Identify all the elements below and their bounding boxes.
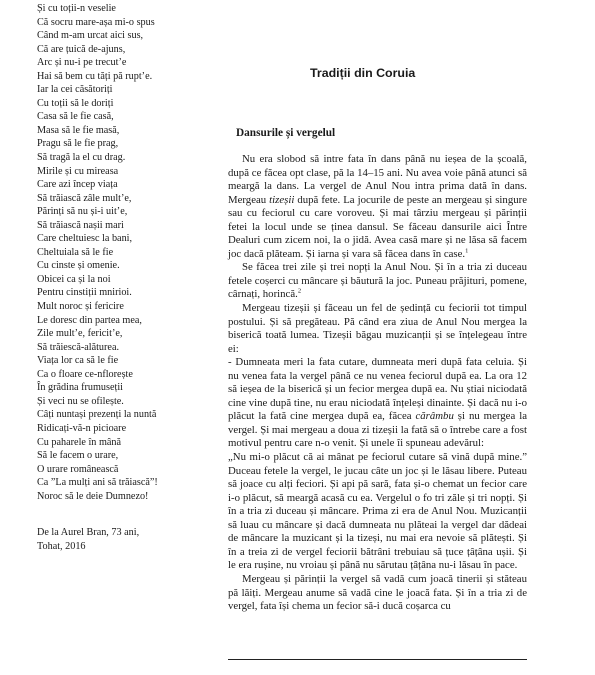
- poem-line: Cheltuiala să le fie: [37, 246, 114, 258]
- italic-term: cărâmbu: [415, 410, 454, 423]
- poem-line: Câți nuntași prezenți la nuntă: [37, 409, 157, 421]
- poem-line: Cu paharele în mână: [37, 436, 122, 448]
- poem-line: Obicei ca și la noi: [37, 273, 111, 285]
- poem-line: Hai să bem cu tăți pă rupt’e.: [37, 70, 153, 82]
- poem: [37, 2, 202, 503]
- poem-line: Care cheltuiesc la bani,: [37, 233, 133, 245]
- text-run: și nu mergea la vergel. Și mai mergeau a doua zi tizeșii la fată să o întrebe care a fost motivul pentru care n-o venit. Și unele îi spuneau adevărul:: [228, 410, 527, 450]
- poem-line: Casa să le fie casă,: [37, 111, 114, 123]
- italic-term: tizeșii: [269, 193, 295, 206]
- poem-line: Să trăiască zâle mult’e,: [37, 192, 132, 204]
- poem-line: Ca o floare ce-nflorește: [37, 368, 133, 380]
- text-run: - Dumneata meri la fata cutare, dumneata meri după fata celuia. Și nu venea fata la vergel până ce nu venea feciorul după ea. La ora 12 să ieșea de la biserică și un fecior mergea după ea. Nu știai niciodată cine vine după tine, nu erau niciodată înțeleși dinainte. Și dacă nu i-o plăcut la fată cine mergea după ea, făcea: [228, 356, 527, 423]
- poem-line: Arc și nu-i pe trecut’e: [37, 57, 127, 69]
- poem-line: Că are țuică de-ajuns,: [37, 43, 126, 55]
- poem-attribution: [37, 526, 202, 553]
- poem-line: Iar la cei căsătoriți: [37, 84, 113, 96]
- poem-line: Și cu toții-n veselie: [37, 3, 116, 14]
- poem-line: O urare românească: [37, 463, 119, 475]
- text-run: după fete. La jocurile de peste an mergeau și singure sau cu feciorul cu care voroveu. Și mai târziu mergeau și părinții fetei la locul unde se ținea dansul. Se făceau dansurile aici Între Dealuri cum zicem noi, la o jidă. Avea casă mare și ne lăsa să facem joc dacă plăteam. Și iarna și vara să făcea dans în case.: [228, 193, 528, 260]
- poem-line: Să trăiescă-alăturea.: [37, 341, 120, 353]
- poem-line: Să le facem o urare,: [37, 450, 119, 462]
- paragraph: Mergeau și părinții la vergel să vadă cum joacă tinerii și stăteau pă lăiți. Mergeau anume să vadă cine le joacă fata. Și în a tria zi de vergel, fata își chema un fecior să-i ducă coșarca cu: [228, 572, 527, 613]
- poem-line: Zile mult’e, fericit’e,: [37, 328, 123, 340]
- paragraph: [228, 153, 527, 261]
- text-run: Se făcea trei zile și trei nopți la Anul Nou. Și în a tria zi duceau fetele coșerci cu mâncare și băutură la joc. Puneau prăjituri, pomene, cârnați, horincă.: [228, 261, 527, 301]
- poem-line: Cu toții să le doriți: [37, 97, 114, 109]
- poem-line: Ridicați-vă-n picioare: [37, 422, 127, 434]
- poem-line: Că socru mare-așa mi-o spus: [37, 16, 155, 28]
- article-body: [228, 153, 527, 614]
- section-heading: Dansurile și vergelul: [236, 127, 336, 139]
- footnote-ref: 2: [297, 287, 302, 295]
- poem-line: Pragu să le fie prag,: [37, 138, 119, 150]
- paragraph: „Nu mi-o plăcut că ai mânat pe feciorul cutare să vină după mine.” Duceau fetele la vergel, le jucau câte un joc și le lăsau libere. Puteau să joace cu alți feciori. Și api pă sară, fata și-o chemat un fecior care i-o plăcut, să meargă acasă cu ea. Vergelul o fo tri zăle și tri nopți. Și în a tria zi duceau și mâncare. Prima zi era de Anul Nou. Muzicanții să luau cu mâncare și dacă dumneata nu plăteai la vergel dar dădeai de mâncare la muzicant și la tizeși, nu mai era nevoie să plătești. Și în a treia zi de vergel feciorii bătrâni trebuiau să țuce țâțâna ușii. Și le era rușine, nu vroiau și până nu sărutau țâțâna nu-i lăsau în pace.: [228, 451, 527, 572]
- poem-line: Cu cinste și omenie.: [37, 260, 120, 272]
- poem-line: Care azi încep viața: [37, 179, 118, 191]
- attribution-line: Tohat, 2016: [37, 540, 86, 552]
- poem-line: Să trăiască nașii mari: [37, 219, 124, 231]
- poem-line: Și veci nu se ofilește.: [37, 395, 124, 407]
- footnote-ref: 1: [465, 247, 469, 255]
- poem-line: Pentru cinstiții mnirioi.: [37, 287, 132, 299]
- attribution-line: De la Aurel Bran, 73 ani,: [37, 527, 140, 538]
- poem-line: Noroc să le deie Dumnezo!: [37, 490, 149, 502]
- poem-line: Să tragă la el cu drag.: [37, 152, 126, 164]
- paragraph: [228, 261, 527, 302]
- poem-line: Părinți să nu și-i uit’e,: [37, 206, 128, 218]
- bottom-rule: [228, 659, 527, 660]
- poem-line: Viața lor ca să le fie: [37, 355, 119, 367]
- article-title: Tradiții din Coruia: [310, 66, 416, 80]
- poem-line: Le doresc din partea mea,: [37, 314, 142, 326]
- poem-line: Ca ”La mulți ani să trăiască”!: [37, 477, 158, 489]
- text-run: Nu era slobod să intre fata în dans până nu ieșea de la școală, după ce făcea opt clase, pă la 14–15 ani. Nu avea voie până atunci să meargă la dans. La vergel de Anul Nou intra prima dată în dans. Mergeau: [228, 153, 527, 206]
- paragraph: [228, 356, 527, 451]
- poem-line: Când m-am urcat aici sus,: [37, 30, 144, 42]
- poem-line: În grădina frumuseții: [37, 382, 124, 394]
- poem-line: Mirile și cu mireasa: [37, 165, 119, 177]
- poem-line: Mult noroc și fericire: [37, 301, 124, 313]
- poem-line: Masa să le fie masă,: [37, 124, 120, 136]
- paragraph: Mergeau tizeșii și făceau un fel de ședință cu feciorii tot timpul postului. Și să pregăteau. Pă când era ziua de Anul Nou mergea la biserică toată lumea. Tizeșii băgau muzicanții și se înțelegeau între ei:: [228, 302, 527, 355]
